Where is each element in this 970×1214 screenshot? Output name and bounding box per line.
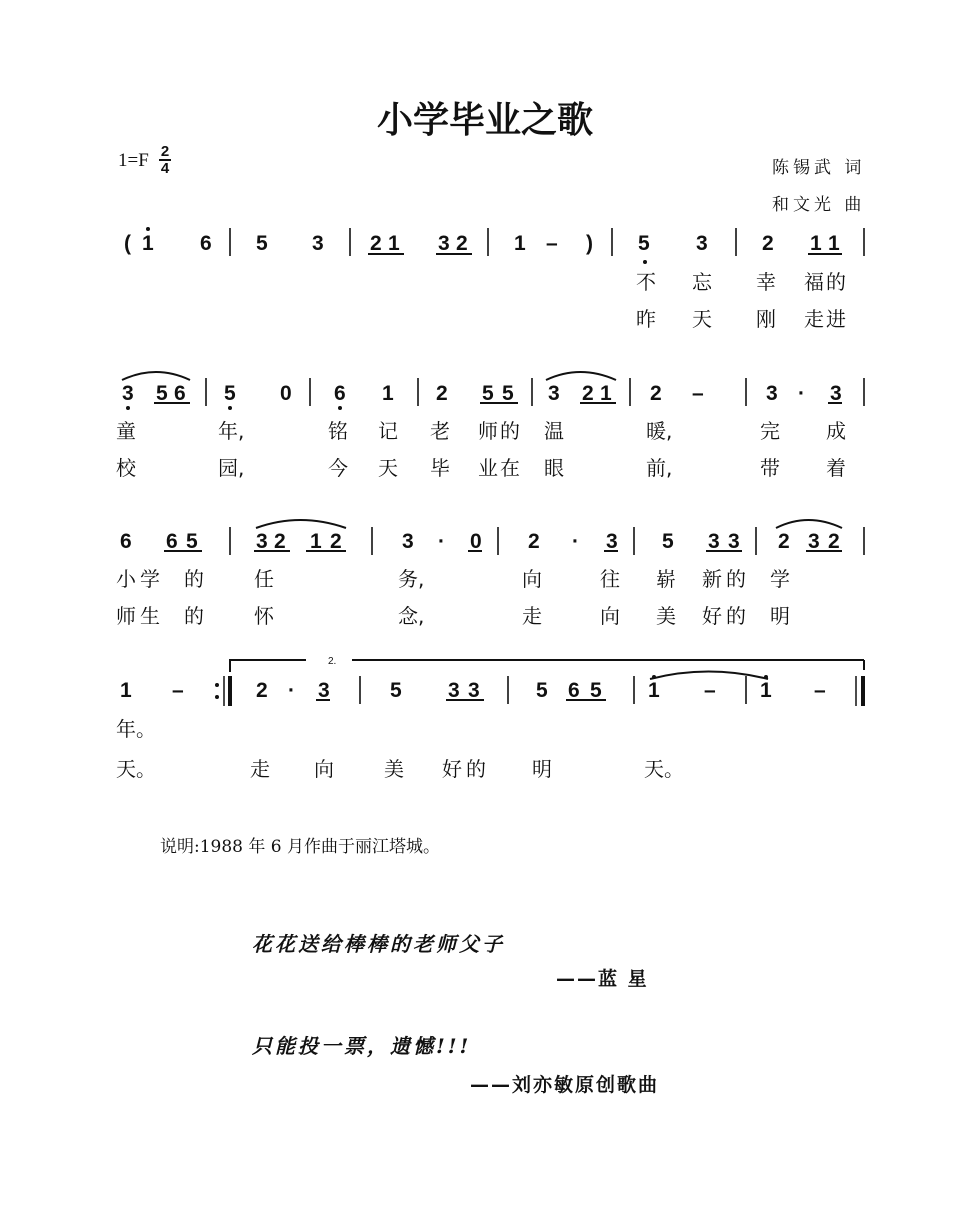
score-dot: · [438, 530, 445, 553]
lyricist-credit: 陈锡武 词 [772, 158, 866, 178]
score-note: 3 [830, 382, 842, 405]
lyric-verse1: 新 [702, 567, 722, 591]
score-note: 2 [370, 232, 382, 255]
score-note: 1 [810, 232, 822, 255]
score-note: 2 [828, 530, 840, 553]
score-note: 1 [514, 232, 526, 255]
score-note: 2 [762, 232, 774, 255]
score-note: 6 [334, 382, 346, 405]
lyric-verse2: 天。 [116, 757, 156, 781]
lyric-verse2: 今 [328, 456, 348, 480]
score-dot: · [798, 382, 805, 405]
score-note: 2 [456, 232, 468, 255]
score-note: 2 [528, 530, 540, 553]
score-note: 3 [438, 232, 450, 255]
score-note: 2 [274, 530, 286, 553]
lyric-verse2: 怀 [254, 604, 274, 628]
score-note: 0 [470, 530, 482, 553]
score-note: 2 [650, 382, 662, 405]
score-note: 3 [766, 382, 778, 405]
score-note: 5 [224, 382, 236, 405]
score-dash: – [546, 232, 558, 255]
lyric-verse1: 完 [760, 419, 780, 443]
lyric-verse1: 师 [478, 419, 498, 443]
score-note: 5 [482, 382, 494, 405]
lyric-verse2: 毕 [430, 456, 450, 480]
score-note: 3 [468, 679, 480, 702]
score-note: 3 [708, 530, 720, 553]
lyric-verse1: 不 [636, 270, 656, 294]
score-note: 3 [256, 530, 268, 553]
lyric-verse2: 眼 [544, 456, 564, 480]
lyric-verse2: 好 [702, 604, 722, 628]
score-note: 1 [388, 232, 400, 255]
lyric-verse2: 天 [378, 456, 398, 480]
score-paren-open: ( [124, 232, 131, 255]
lyric-verse1: 成 [826, 419, 846, 443]
time-signature-top: 2 [160, 143, 170, 160]
lyric-verse2: 生 [140, 604, 160, 628]
lyric-verse1: 往 [600, 567, 620, 591]
lyric-verse2: 天 [692, 307, 712, 331]
lyric-verse2: 明 [532, 757, 552, 781]
score-note: 0 [280, 382, 292, 405]
score-note: 1 [310, 530, 322, 553]
score-note: 5 [536, 679, 548, 702]
time-signature-bottom: 4 [160, 160, 170, 177]
song-title: 小学毕业之歌 [376, 100, 593, 141]
lyric-verse1: 崭 [656, 567, 676, 591]
score-note: 5 [156, 382, 168, 405]
score-note: 2 [256, 679, 268, 702]
score-dot: · [288, 679, 295, 702]
dedication-signature: ——蓝 星 [556, 968, 649, 990]
comment-text: 只能投一票，遗憾!!! [252, 1034, 472, 1058]
score-note: 1 [142, 232, 154, 255]
score-note: 3 [808, 530, 820, 553]
score-note: 3 [606, 530, 618, 553]
score-note: 1 [760, 679, 772, 702]
score-note: 1 [828, 232, 840, 255]
lyric-verse2: 走 [804, 307, 824, 331]
score-note: 3 [548, 382, 560, 405]
lyric-verse1: 学 [140, 567, 160, 591]
score-dash: – [172, 679, 184, 702]
score-note: 6 [166, 530, 178, 553]
lyric-verse2: 刚 [756, 307, 776, 331]
lyric-verse1: 的 [500, 419, 520, 443]
score-dot: · [572, 530, 579, 553]
score-dash: – [704, 679, 716, 702]
score-note: 5 [390, 679, 402, 702]
score-note: 5 [638, 232, 650, 255]
score-dash: – [814, 679, 826, 702]
lyric-verse2: 师 [116, 604, 136, 628]
repeat-barline [215, 676, 230, 706]
lyric-verse1: 的 [826, 270, 846, 294]
score-note: 3 [728, 530, 740, 553]
lyric-verse2: 的 [466, 757, 486, 781]
score-dash: – [692, 382, 704, 405]
score-note: 2 [778, 530, 790, 553]
lyric-verse2: 带 [760, 456, 780, 480]
lyric-verse1: 年。 [116, 717, 156, 741]
lyric-verse1: 小 [116, 567, 136, 591]
score-note: 6 [568, 679, 580, 702]
score-note: 6 [174, 382, 186, 405]
score-note: 6 [120, 530, 132, 553]
lyric-verse1: 福 [804, 270, 824, 294]
lyric-verse2: 走 [250, 757, 270, 781]
lyric-verse2: 美 [384, 757, 404, 781]
comment-signature: ——刘亦敏原创歌曲 [470, 1074, 660, 1096]
lyric-verse2: 的 [726, 604, 746, 628]
lyric-verse2: 天。 [644, 757, 684, 781]
lyric-verse1: 童 [116, 419, 136, 443]
composer-credit: 和文光 曲 [772, 195, 866, 215]
dedication-text: 花花送给棒棒的老师父子 [252, 932, 505, 956]
score-paren-close: ) [586, 232, 593, 255]
score-note: 2 [330, 530, 342, 553]
score-note: 5 [502, 382, 514, 405]
score-note: 1 [600, 382, 612, 405]
score-note: 3 [402, 530, 414, 553]
volta-label: 2. [328, 656, 337, 667]
lyric-verse2: 着 [826, 456, 846, 480]
lyric-verse1: 记 [378, 419, 398, 443]
lyric-verse2: 走 [522, 604, 542, 628]
score-note: 2 [436, 382, 448, 405]
lyric-verse2: 明 [770, 604, 790, 628]
score-note: 3 [318, 679, 330, 702]
lyric-verse2: 进 [826, 307, 846, 331]
lyric-verse1: 幸 [756, 270, 776, 294]
score-note: 5 [662, 530, 674, 553]
score-note: 3 [448, 679, 460, 702]
lyric-verse1: 务, [398, 567, 425, 591]
lyric-verse1: 的 [726, 567, 746, 591]
lyric-verse1: 年, [218, 419, 245, 443]
lyric-verse1: 老 [430, 419, 450, 443]
lyric-verse1: 温 [544, 419, 564, 443]
lyric-verse2: 昨 [636, 307, 656, 331]
score-note: 2 [582, 382, 594, 405]
lyric-verse2: 好 [442, 757, 462, 781]
score-note: 5 [256, 232, 268, 255]
key-signature: 1=F [118, 150, 149, 171]
score-note: 1 [648, 679, 660, 702]
lyric-verse2: 在 [500, 456, 520, 480]
score-note: 6 [200, 232, 212, 255]
lyric-verse1: 忘 [692, 270, 712, 294]
score-note: 3 [696, 232, 708, 255]
lyric-verse2: 美 [656, 604, 676, 628]
lyric-verse2: 向 [600, 604, 620, 628]
score-note: 3 [312, 232, 324, 255]
lyric-verse1: 学 [770, 567, 790, 591]
score-note: 1 [382, 382, 394, 405]
lyric-verse2: 向 [314, 757, 334, 781]
lyric-verse2: 的 [184, 604, 204, 628]
lyric-verse2: 校 [116, 456, 136, 480]
lyric-verse2: 业 [478, 456, 498, 480]
final-barline [856, 676, 863, 706]
lyric-verse2: 念, [398, 604, 425, 628]
lyric-verse1: 铭 [328, 419, 348, 443]
lyric-verse1: 的 [184, 567, 204, 591]
score-note: 5 [590, 679, 602, 702]
composition-note: 说明:1988 年 6 月作曲于丽江塔城。 [160, 837, 441, 857]
score-note: 3 [122, 382, 134, 405]
lyric-verse1: 任 [254, 567, 274, 591]
lyric-verse2: 园, [218, 456, 245, 480]
score-note: 5 [186, 530, 198, 553]
score-note: 1 [120, 679, 132, 702]
lyric-verse1: 暖, [646, 419, 673, 443]
lyric-verse1: 向 [522, 567, 542, 591]
lyric-verse2: 前, [646, 456, 673, 480]
